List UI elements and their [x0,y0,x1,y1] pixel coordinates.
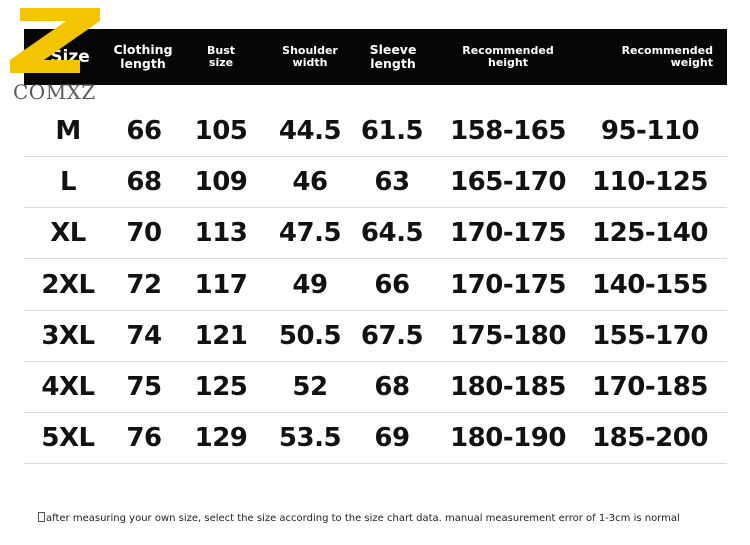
cell-sleeve-length: 68 [374,372,410,402]
cell-clothing-length: 70 [126,218,162,249]
table-row [24,362,727,413]
table-row [24,106,727,157]
cell-recommended-height: 180-185 [450,372,566,402]
cell-clothing-length: 76 [126,423,162,454]
brand-logo-text: COMXZ [13,80,96,104]
cell-bust-size: 117 [194,269,248,300]
cell-recommended-weight: 185-200 [592,423,708,454]
cell-size: L [59,167,77,198]
table-row [24,311,727,362]
cell-clothing-length: 75 [126,372,162,402]
cell-bust-size: 121 [194,320,248,351]
cell-bust-size: 125 [194,372,248,402]
cell-bust-size: 105 [194,116,248,146]
cell-shoulder-width: 52 [292,372,328,402]
cell-size: 2XL [41,269,95,300]
header-shoulder-width: Shoulder width [282,43,338,69]
cell-bust-size: 129 [194,423,248,454]
header-sleeve-length: Sleeve length [369,42,417,71]
cell-bust-size: 113 [194,218,248,249]
cell-size: 5XL [41,423,95,454]
cell-recommended-weight: 170-185 [592,372,708,402]
table-row [24,413,727,464]
header-clothing-length: Clothing length [113,42,173,71]
header-bust-size: Bust size [206,43,236,69]
footnote-text: after measuring your own size, select the size according to the size chart data. manual measurement error of 1-3cm is normal [46,513,680,524]
cell-shoulder-width: 49 [292,269,328,300]
cell-recommended-weight: 140-155 [592,269,708,300]
cell-recommended-weight: 95-110 [600,116,700,146]
cell-sleeve-length: 64.5 [360,218,424,249]
cell-recommended-height: 158-165 [450,116,566,146]
cell-recommended-height: 170-175 [450,218,566,249]
cell-recommended-weight: 110-125 [592,167,708,198]
header-recommended-weight: Recommended weight [621,43,713,69]
cell-size: M [55,116,81,146]
cell-recommended-height: 165-170 [450,167,566,198]
cell-sleeve-length: 69 [374,423,410,454]
cell-sleeve-length: 63 [374,167,410,198]
footnote [38,512,680,524]
cell-recommended-height: 170-175 [450,269,566,300]
cell-sleeve-length: 67.5 [360,320,424,351]
table-row [24,157,727,208]
table-row [24,260,727,311]
cell-bust-size: 109 [194,167,248,198]
cell-clothing-length: 74 [126,320,162,351]
cell-shoulder-width: 50.5 [278,320,342,351]
cell-recommended-weight: 155-170 [592,320,708,351]
cell-shoulder-width: 47.5 [278,218,342,249]
cell-clothing-length: 72 [126,269,162,300]
cell-clothing-length: 68 [126,167,162,198]
cell-recommended-weight: 125-140 [592,218,708,249]
table-row [24,208,727,259]
cell-sleeve-length: 66 [374,269,410,300]
cell-recommended-height: 175-180 [450,320,566,351]
cell-size: 3XL [41,320,95,351]
header-recommended-height: Recommended height [462,43,554,69]
cell-shoulder-width: 44.5 [278,116,342,146]
cell-sleeve-length: 61.5 [360,116,424,146]
cell-recommended-height: 180-190 [450,423,566,454]
header-size: Size [50,46,90,67]
cell-shoulder-width: 53.5 [278,423,342,454]
cell-size: XL [50,218,86,249]
cell-clothing-length: 66 [126,116,162,146]
checkbox-glyph-icon [38,512,45,522]
cell-shoulder-width: 46 [292,167,328,198]
cell-size: 4XL [41,372,95,402]
